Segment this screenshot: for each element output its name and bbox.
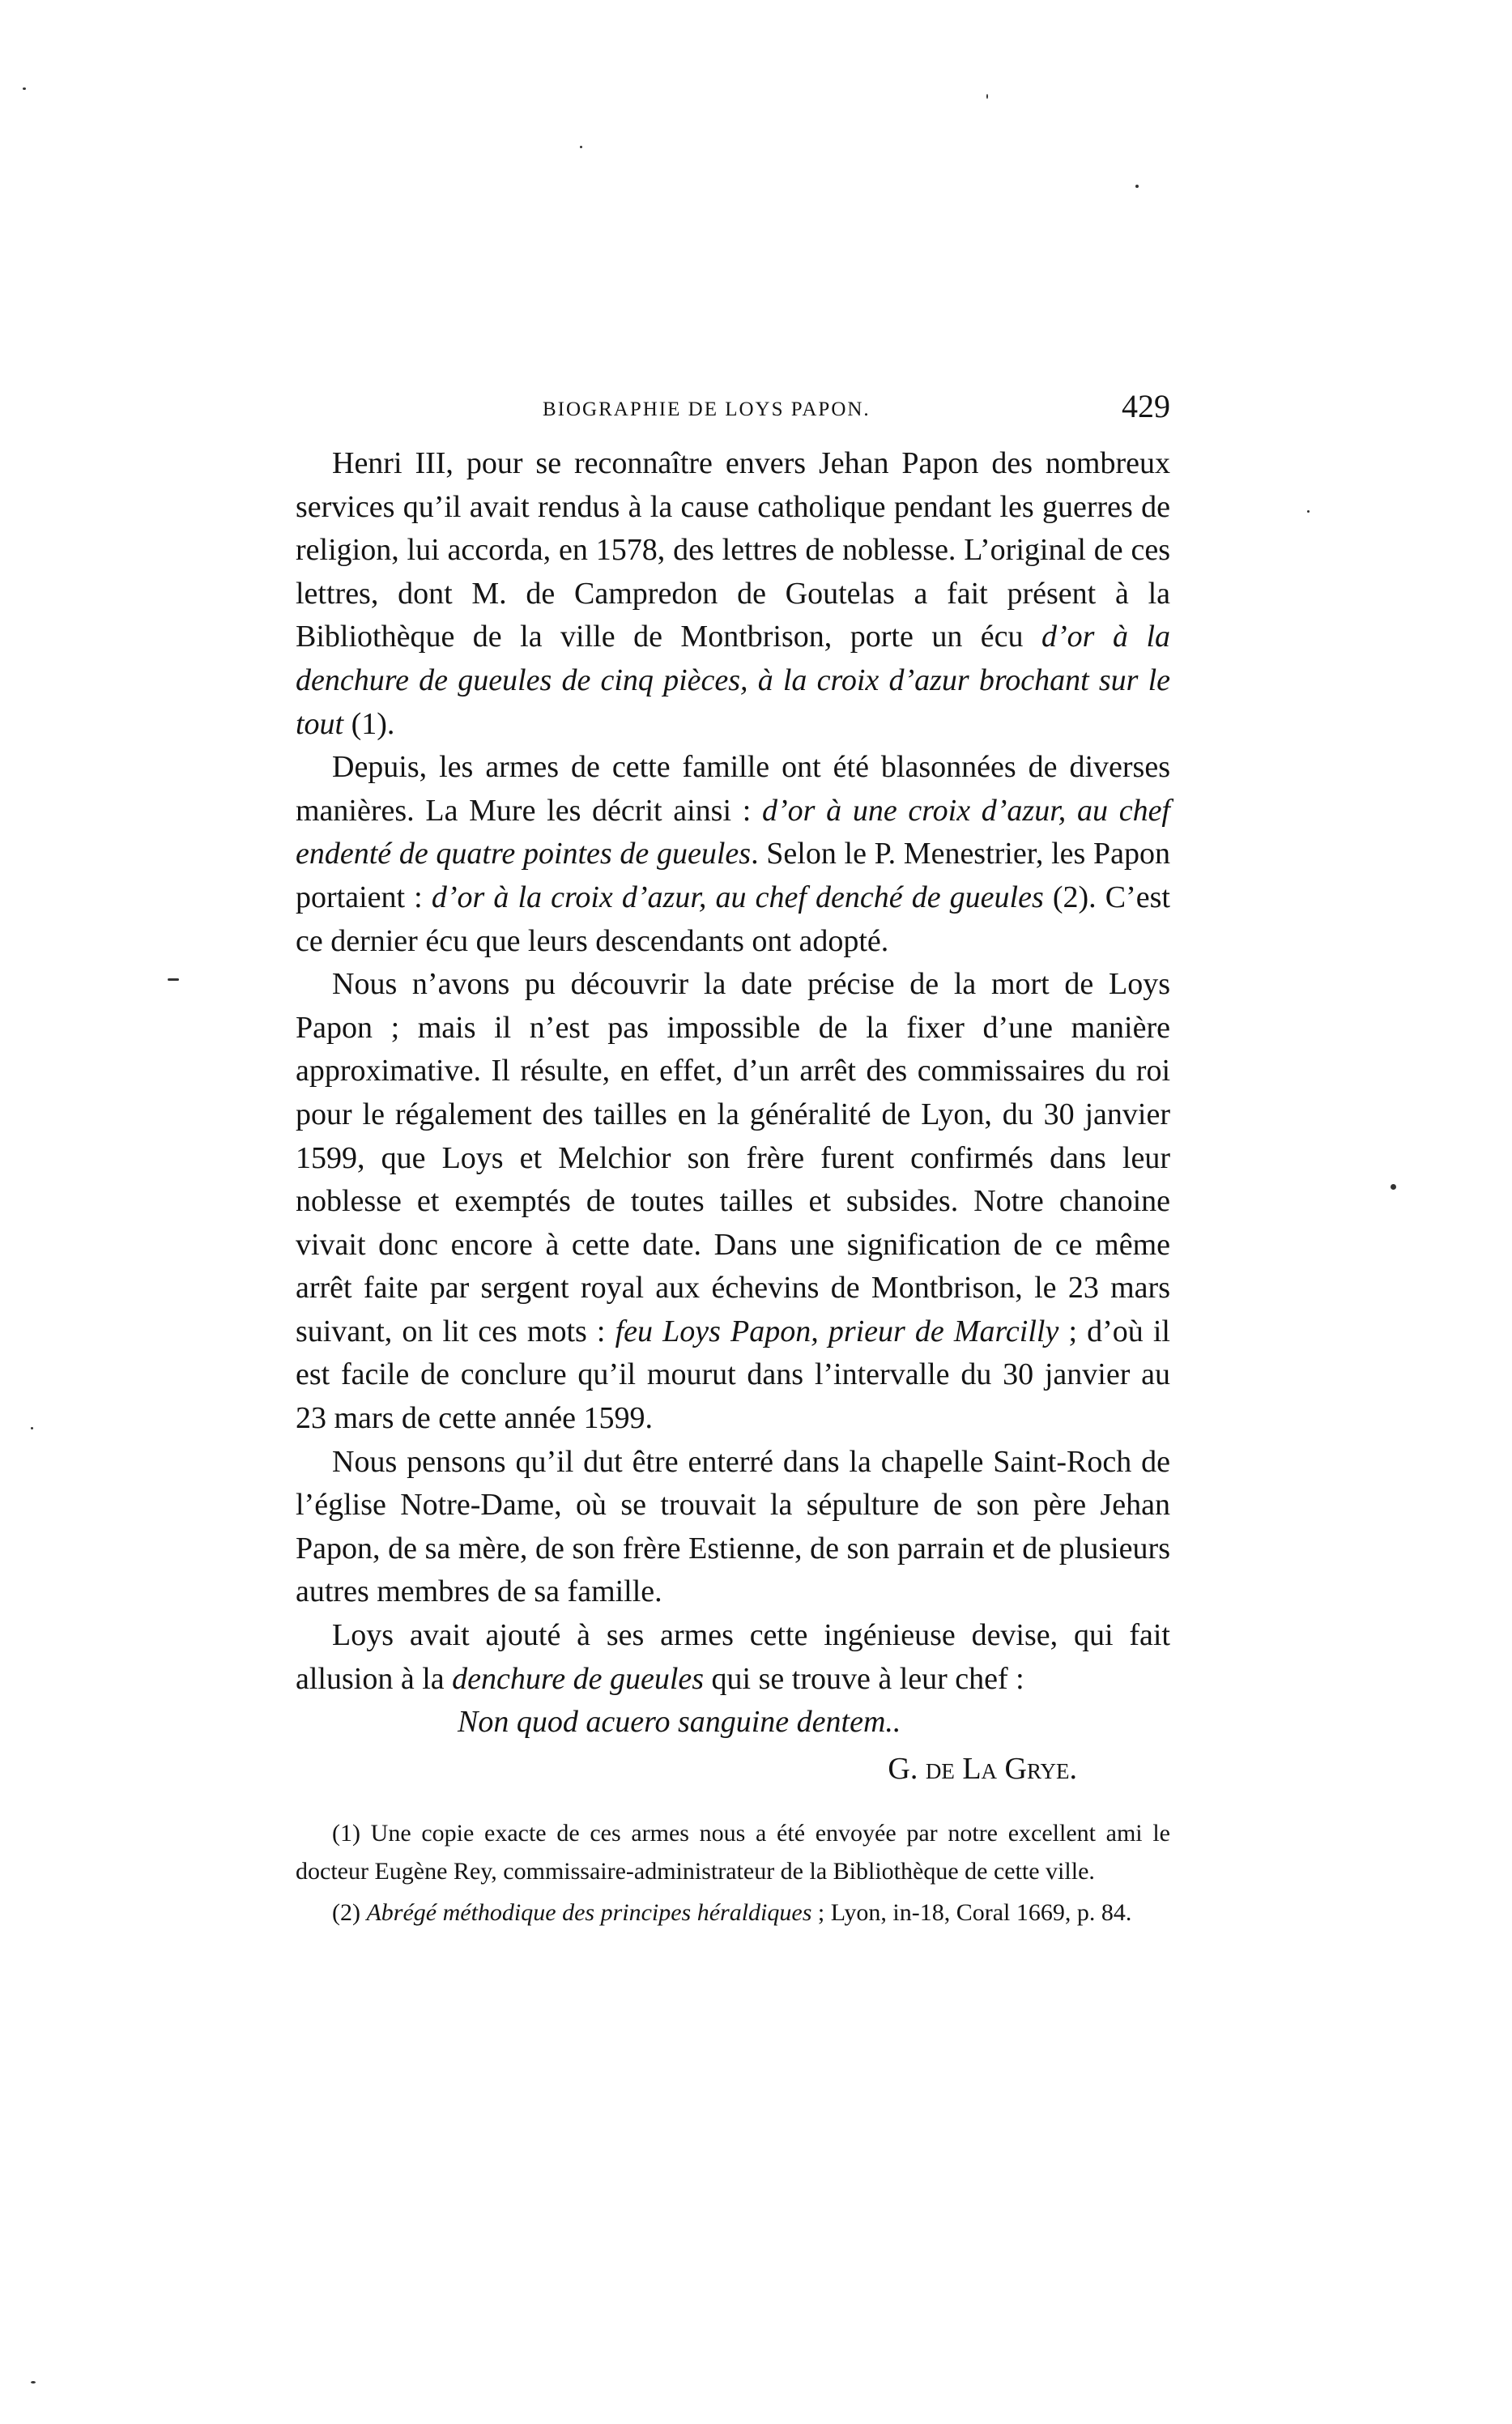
scan-speck bbox=[986, 94, 988, 99]
scan-speck bbox=[580, 146, 582, 148]
scan-speck bbox=[31, 1427, 33, 1429]
page-number: 429 bbox=[1122, 388, 1170, 424]
paragraph: Loys avait ajouté à ses armes cette ingénieuse devise, qui fait allusion à la denchure de gueules qui se trouve à leur chef : bbox=[296, 1618, 1170, 1696]
main-text bbox=[296, 442, 1170, 1791]
scan-speck bbox=[1307, 510, 1310, 513]
paragraph: Henri III, pour se reconnaître envers Jehan Papon des nombreux services qu’il avait rendus à la cause catholique pendant les guerres de religion, lui accorda, en 1578, des lettres de noblesse. L’original de ces lettres, dont M. de Campredon de Goutelas a fait présent à la Bibliothèque de la ville de Montbrison, porte un écu d’or à la denchure de gueules de cinq pièces, à la croix d’azur brochant sur le tout (1). bbox=[296, 446, 1170, 741]
author-signature: G. de La Grye. bbox=[888, 1751, 1077, 1786]
page-header bbox=[296, 387, 1170, 436]
scan-speck bbox=[31, 2381, 36, 2384]
running-head: BIOGRAPHIE DE LOYS PAPON. bbox=[543, 398, 871, 420]
scan-speck bbox=[1391, 1184, 1396, 1190]
scan-speck bbox=[1135, 185, 1139, 188]
scan-speck bbox=[168, 978, 179, 981]
paragraph: Nous n’avons pu découvrir la date précise de la mort de Loys Papon ; mais il n’est pas impossible de la fixer d’une manière approximative. Il résulte, en effet, d’un arrêt des commissaires du roi pour le régalement des tailles en la généralité de Lyon, du 30 janvier 1599, que Loys et Melchior son frère furent confirmés dans leur noblesse et exemptés de toutes tailles et subsides. Notre chanoine vivait donc encore à cette date. Dans une signification de ce même arrêt faite par sergent royal aux échevins de Montbrison, le 23 mars suivant, on lit ces mots : feu Loys Papon, prieur de Marcilly ; d’où il est facile de conclure qu’il mourut dans l’intervalle du 30 janvier au 23 mars de cette année 1599. bbox=[296, 967, 1170, 1436]
motto: Non quod acuero sanguine dentem.. bbox=[458, 1705, 901, 1740]
scan-speck bbox=[23, 87, 26, 90]
paragraph: Nous pensons qu’il dut être enterré dans la chapelle Saint-Roch de l’église Notre-Dame, où se trouvait la sépulture de son père Jehan Papon, de sa mère, de son frère Estienne, de son parrain et de plusieurs autres membres de sa famille. bbox=[296, 1444, 1170, 1609]
paragraph: Depuis, les armes de cette famille ont été blasonnées de diverses manières. La Mure les décrit ainsi : d’or à une croix d’azur, au chef endenté de quatre pointes de gueules. Selon le P. Menestrier, les Papon portaient : d’or à la croix d’azur, au chef denché de gueules (2). C’est ce dernier écu que leurs descendants ont adopté. bbox=[296, 750, 1170, 958]
footnotes bbox=[296, 1814, 1170, 1935]
footnote: (1) Une copie exacte de ces armes nous a été envoyée par notre excellent ami le docteur Eugène Rey, commissaire-administrateur de la Bibliothèque de cette ville. bbox=[296, 1820, 1170, 1885]
footnote: (2) Abrégé méthodique des principes héraldiques ; Lyon, in-18, Coral 1669, p. 84. bbox=[332, 1899, 1132, 1926]
